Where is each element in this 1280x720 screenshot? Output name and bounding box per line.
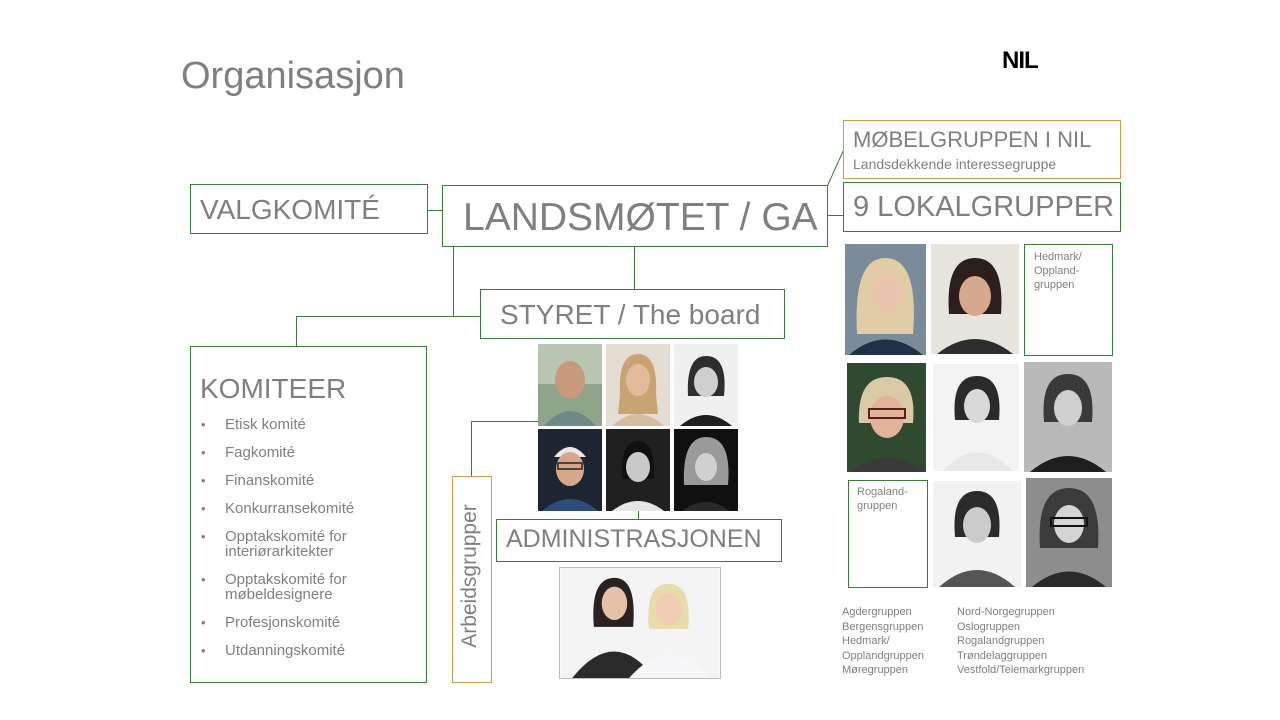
board-member-photo xyxy=(606,429,670,511)
komite-item: • Fagkomité xyxy=(191,445,427,460)
komite-item: • Utdanningskomité xyxy=(191,643,427,658)
connector-lands-styret xyxy=(634,246,635,290)
komiteer-list xyxy=(191,417,427,671)
komiteer-box xyxy=(190,346,427,683)
lokalgrupper-label: 9 LOKALGRUPPER xyxy=(853,191,1115,223)
connector-lands-komiteer-v xyxy=(453,246,454,316)
lokalgruppe-member-photo xyxy=(933,481,1021,587)
region-item: Opplandgruppen xyxy=(842,649,924,662)
region-item: Agdergruppen xyxy=(842,606,912,618)
komite-item: • Etisk komité xyxy=(191,417,427,432)
hedmark-placeholder-box xyxy=(1024,244,1113,356)
region-item: Oslogruppen xyxy=(957,620,1020,633)
lokalgruppe-member-photo xyxy=(1024,362,1112,472)
rogaland-placeholder-label: Rogaland-gruppen xyxy=(857,486,908,512)
valgkomite-box xyxy=(190,184,428,234)
region-item: Nord-Norgegruppen xyxy=(957,606,1055,618)
komite-item: • Konkurransekomité xyxy=(191,501,427,516)
administrasjonen-label: ADMINISTRASJONEN xyxy=(506,525,762,553)
mobelgruppen-title: MØBELGRUPPEN I NIL xyxy=(853,127,1092,152)
nil-logo: NIL xyxy=(1002,47,1038,74)
komite-item: • Opptakskomité for møbeldesignere xyxy=(191,572,375,602)
landsmotet-label: LANDSMØTET / GA xyxy=(463,196,818,239)
board-member-photo xyxy=(538,344,602,426)
connector-komiteer-down xyxy=(296,316,297,347)
styret-box xyxy=(480,289,785,339)
connector-valg-lands xyxy=(427,210,443,211)
region-item: Møregruppen xyxy=(842,664,909,676)
board-member-photo xyxy=(538,429,602,511)
board-member-photo xyxy=(606,344,670,426)
landsmotet-box xyxy=(442,185,828,247)
valgkomite-label: VALGKOMITÉ xyxy=(200,194,380,225)
lokalgruppe-member-photo xyxy=(933,364,1019,471)
region-list-left xyxy=(842,605,924,678)
mobelgruppen-subtitle: Landsdekkende interessegruppe xyxy=(853,156,1057,172)
region-item: Rogalandgruppen xyxy=(957,635,1045,647)
mobelgruppen-box xyxy=(843,120,1121,179)
connector-styret-arbeid-h xyxy=(471,421,538,422)
board-member-photo xyxy=(674,344,738,426)
connector-lands-lokal xyxy=(827,215,844,216)
administration-photo xyxy=(559,567,721,679)
region-list-right xyxy=(957,605,1084,678)
lokalgrupper-box xyxy=(843,182,1121,232)
board-member-photo xyxy=(674,429,738,511)
region-item: Trøndelaggruppen xyxy=(957,649,1048,662)
connector-styret-admin xyxy=(638,510,639,519)
komite-item: • Profesjonskomité xyxy=(191,615,427,630)
lokalgruppe-member-photo xyxy=(1026,478,1112,587)
styret-label: STYRET / The board xyxy=(500,299,761,330)
komite-item: • Finanskomité xyxy=(191,473,427,488)
komiteer-title: KOMITEER xyxy=(200,373,347,404)
lokalgruppe-member-photo xyxy=(845,244,926,355)
slide-title: Organisasjon xyxy=(181,55,405,97)
komite-item: • Opptakskomité for interiørarkitekter xyxy=(191,529,375,559)
lokalgruppe-member-photo xyxy=(931,244,1019,354)
hedmark-placeholder-label: Hedmark/ Oppland-gruppen xyxy=(1034,251,1082,291)
region-item: Hedmark/ xyxy=(842,635,890,647)
arbeidsgrupper-label: Arbeidsgrupper xyxy=(458,504,481,648)
region-item: Bergensgruppen xyxy=(842,620,924,633)
connector-komiteer-h xyxy=(296,316,481,317)
region-item: Vestfold/Telemarkgruppen xyxy=(957,664,1085,676)
connector-styret-arbeid-v xyxy=(471,421,472,477)
arbeidsgrupper-box xyxy=(452,476,492,683)
lokalgruppe-member-photo xyxy=(847,363,926,472)
rogaland-placeholder-box xyxy=(848,480,928,588)
administrasjonen-box xyxy=(496,519,782,562)
